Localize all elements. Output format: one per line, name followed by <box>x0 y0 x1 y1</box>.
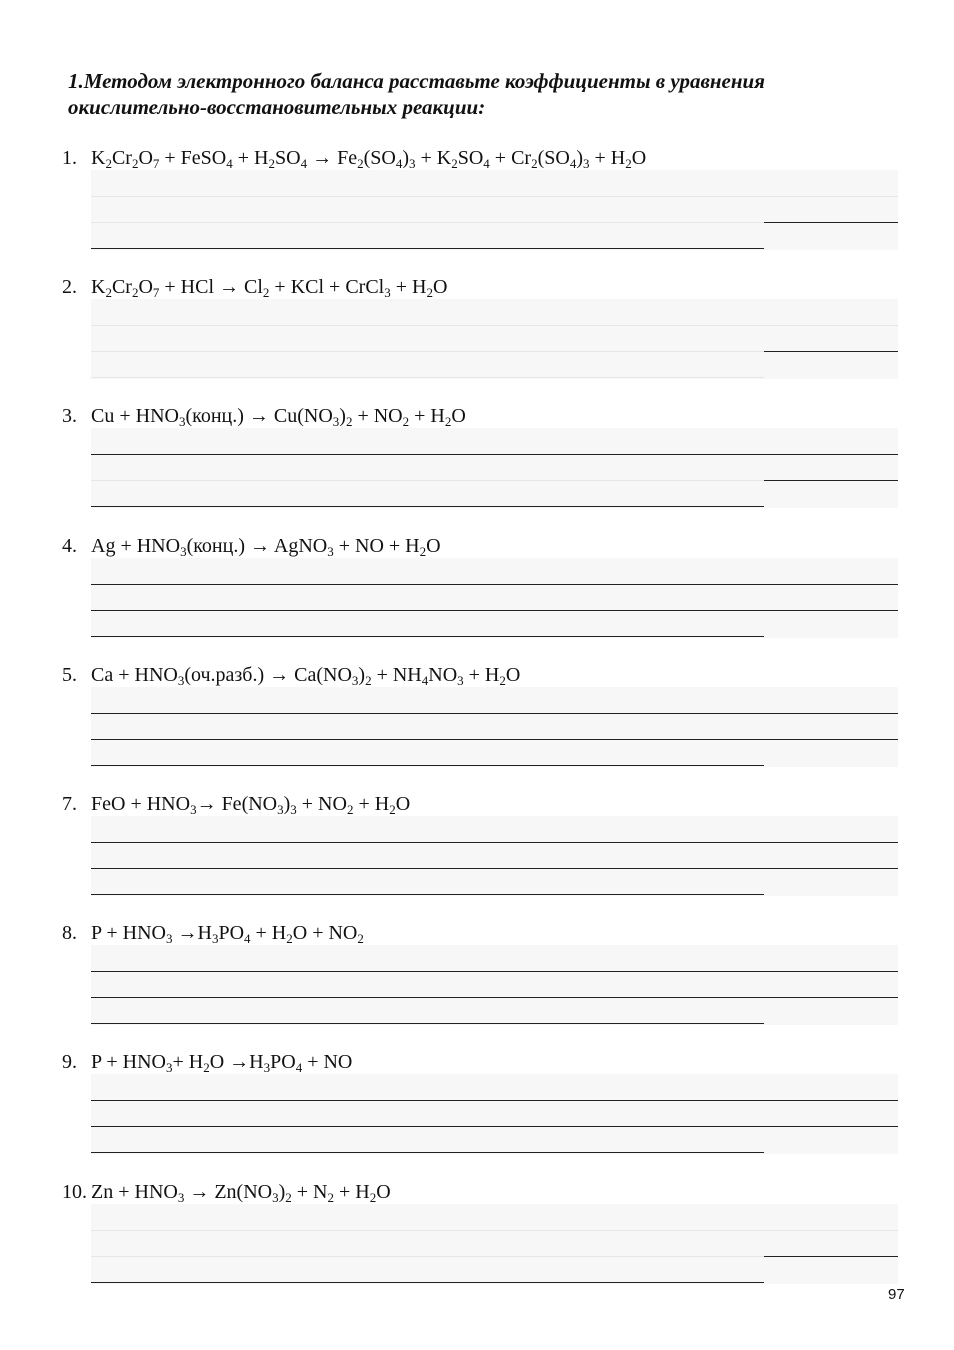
equation-subscript: 4 <box>569 156 577 171</box>
equation-text: ) <box>358 664 366 686</box>
equation-number: 4. <box>62 535 77 557</box>
equation-text: + H <box>353 793 390 815</box>
equation-text: O <box>451 405 466 427</box>
equation-task <box>0 663 954 783</box>
answer-area-shading <box>91 170 898 250</box>
equation-number: 7. <box>62 793 77 815</box>
answer-line[interactable] <box>91 1152 764 1153</box>
equation-text: K <box>91 147 106 169</box>
answer-line[interactable] <box>91 842 898 843</box>
chemical-equation <box>91 1180 391 1206</box>
equation-text: O <box>505 664 521 686</box>
equation-subscript: 3 <box>166 1060 173 1075</box>
equation-text: Zn + HNO <box>91 1181 178 1203</box>
equation-subscript: 2 <box>327 1190 334 1205</box>
equation-number: 9. <box>62 1051 77 1073</box>
equation-subscript: 2 <box>345 414 353 429</box>
equation-number: 2. <box>62 276 77 298</box>
equation-text: + NO <box>302 1051 353 1073</box>
answer-area-shading <box>91 816 898 896</box>
chemical-equation <box>91 146 646 172</box>
equation-text: (SO <box>363 147 396 169</box>
equation-subscript: 2 <box>286 931 293 946</box>
answer-area-shading <box>91 558 898 638</box>
instruction-line-1: 1.Методом электронного баланса расставьте коэффициенты в уравнения <box>68 69 765 93</box>
equation-text: + Cr <box>489 147 532 169</box>
answer-line-tail <box>764 222 898 223</box>
answer-area-shading <box>91 687 898 767</box>
equation-text: PO <box>270 1051 296 1073</box>
equation-task <box>0 1050 954 1170</box>
equation-subscript: 2 <box>105 156 112 171</box>
instruction-line-2: окислительно-восстановительных реакции: <box>68 95 486 119</box>
equation-subscript: 2 <box>105 285 112 300</box>
equation-text: Cu + HNO <box>91 405 179 427</box>
answer-line[interactable] <box>91 894 764 895</box>
equation-subscript: 7 <box>152 285 160 300</box>
answer-line[interactable] <box>91 610 898 611</box>
equation-subscript: 7 <box>152 156 160 171</box>
equation-subscript: 3 <box>177 1190 185 1205</box>
equation-subscript: 2 <box>203 1060 210 1075</box>
equation-text: O <box>138 147 153 169</box>
equation-text: P + HNO <box>91 1051 166 1073</box>
equation-text: O <box>426 535 441 557</box>
answer-line[interactable] <box>91 377 764 378</box>
equation-subscript: 2 <box>346 802 354 817</box>
answer-line[interactable] <box>91 196 898 197</box>
equation-text: + H <box>172 1051 204 1073</box>
equation-subscript: 4 <box>226 156 233 171</box>
equation-subscript: 2 <box>499 673 506 688</box>
equation-subscript: 2 <box>451 156 458 171</box>
equation-text: + H <box>232 147 269 169</box>
equation-subscript: 3 <box>290 802 297 817</box>
equation-text: + NO <box>352 405 403 427</box>
equation-subscript: 2 <box>365 673 372 688</box>
equation-text: + N <box>291 1181 328 1203</box>
equation-subscript: 3 <box>408 156 416 171</box>
equation-subscript: 3 <box>327 544 334 559</box>
equation-subscript: 4 <box>483 156 490 171</box>
equation-number: 5. <box>62 664 77 686</box>
equation-subscript: 3 <box>272 1190 279 1205</box>
answer-line[interactable] <box>91 1126 898 1127</box>
answer-line[interactable] <box>91 868 898 869</box>
equation-text: (оч.разб.) → Ca(NO <box>184 664 352 686</box>
equation-text: NO <box>428 664 458 686</box>
equation-subscript: 4 <box>244 931 251 946</box>
answer-line[interactable] <box>91 971 898 972</box>
equation-text: O <box>138 276 153 298</box>
equation-task <box>0 404 954 524</box>
equation-text: + H <box>463 664 500 686</box>
equation-text: O <box>376 1181 391 1203</box>
answer-line-tail <box>764 480 898 481</box>
equation-text: + K <box>415 147 452 169</box>
equation-text: ) <box>339 405 346 427</box>
equation-subscript: 3 <box>277 802 284 817</box>
equation-subscript: 2 <box>426 285 433 300</box>
equation-text: → Fe(NO <box>196 793 278 815</box>
equation-number: 8. <box>62 922 77 944</box>
equation-text: PO <box>218 922 245 944</box>
equation-subscript: 3 <box>211 931 219 946</box>
equation-subscript: 4 <box>300 156 308 171</box>
answer-line[interactable] <box>91 739 898 740</box>
equation-text: Cr <box>111 147 132 169</box>
equation-subscript: 3 <box>166 931 173 946</box>
equation-text: ) <box>278 1181 286 1203</box>
equation-text: (конц.) → AgNO <box>186 535 328 557</box>
answer-line[interactable] <box>91 713 898 714</box>
answer-line[interactable] <box>91 1230 898 1231</box>
equation-text: Cr <box>111 276 132 298</box>
answer-area-shading <box>91 1074 898 1154</box>
equation-subscript: 3 <box>332 414 340 429</box>
equation-number: 10. <box>62 1181 87 1203</box>
equation-task <box>0 792 954 912</box>
equation-text: →H <box>172 922 212 944</box>
chemical-equation <box>91 275 447 301</box>
answer-line[interactable] <box>91 1023 764 1024</box>
equation-subscript: 2 <box>419 544 427 559</box>
answer-area-shading <box>91 299 898 379</box>
answer-line-tail <box>764 1256 898 1257</box>
answer-line[interactable] <box>91 454 898 455</box>
answer-area-shading <box>91 945 898 1025</box>
equation-number: 3. <box>62 405 77 427</box>
equation-subscript: 2 <box>268 156 275 171</box>
equation-text: + FeSO <box>159 147 227 169</box>
equation-number: 1. <box>62 147 77 169</box>
equation-text: ) <box>576 147 583 169</box>
equation-subscript: 2 <box>625 156 632 171</box>
equation-text: P + HNO <box>91 922 166 944</box>
answer-line[interactable] <box>91 1282 764 1283</box>
equation-subscript: 3 <box>178 414 186 429</box>
equation-text: + NH <box>371 664 422 686</box>
equation-text: O <box>432 276 448 298</box>
chemical-equation <box>91 792 410 818</box>
equation-text: (SO <box>537 147 570 169</box>
equation-task <box>0 146 954 266</box>
chemical-equation <box>91 663 520 689</box>
chemical-equation <box>91 534 441 560</box>
equation-text: + NO + H <box>333 535 420 557</box>
answer-line[interactable] <box>91 1100 898 1101</box>
equation-subscript: 2 <box>357 931 364 946</box>
task-instruction <box>68 68 888 120</box>
equation-text: FeO + HNO <box>91 793 191 815</box>
equation-task <box>0 921 954 1041</box>
equation-task <box>0 534 954 654</box>
equation-subscript: 2 <box>389 802 396 817</box>
chemical-equation <box>91 921 364 947</box>
equation-subscript: 4 <box>295 1060 303 1075</box>
equation-text: O + NO <box>292 922 358 944</box>
equation-subscript: 2 <box>402 414 410 429</box>
equation-subscript: 2 <box>369 1190 377 1205</box>
chemical-equation <box>91 404 466 430</box>
equation-text: → Zn(NO <box>184 1181 273 1203</box>
equation-subscript: 3 <box>190 802 197 817</box>
chemical-equation <box>91 1050 352 1076</box>
answer-line[interactable] <box>91 506 764 507</box>
answer-line[interactable] <box>91 997 898 998</box>
equation-text: Ag + HNO <box>91 535 181 557</box>
equation-text: + H <box>250 922 287 944</box>
answer-line[interactable] <box>91 584 898 585</box>
answer-line[interactable] <box>91 636 764 637</box>
equation-text: SO <box>457 147 484 169</box>
equation-text: → Fe <box>307 147 358 169</box>
equation-text: Ca + HNO <box>91 664 178 686</box>
equation-subscript: 2 <box>444 414 452 429</box>
equation-text: + NO <box>296 793 347 815</box>
equation-task <box>0 275 954 395</box>
equation-subscript: 2 <box>285 1190 292 1205</box>
equation-text: + H <box>390 276 427 298</box>
equation-subscript: 3 <box>457 673 464 688</box>
equation-text: O →H <box>209 1051 264 1073</box>
equation-subscript: 2 <box>131 156 139 171</box>
answer-area-shading <box>91 1204 898 1284</box>
equation-subscript: 2 <box>262 285 270 300</box>
equation-text: (конц.) → Cu(NO <box>185 405 333 427</box>
equation-task <box>0 1180 954 1300</box>
equation-subscript: 4 <box>421 673 429 688</box>
equation-text: + KCl + CrCl <box>269 276 385 298</box>
equation-subscript: 4 <box>395 156 403 171</box>
equation-subscript: 2 <box>357 156 364 171</box>
equation-text: O <box>631 147 647 169</box>
answer-line[interactable] <box>91 325 898 326</box>
equation-subscript: 2 <box>531 156 538 171</box>
page-number: 97 <box>888 1286 905 1303</box>
equation-text: ) <box>402 147 409 169</box>
answer-line[interactable] <box>91 765 764 766</box>
equation-text: + H <box>409 405 445 427</box>
answer-line-tail <box>764 351 898 352</box>
equation-subscript: 2 <box>131 285 139 300</box>
equation-subscript: 3 <box>351 673 359 688</box>
equation-subscript: 3 <box>263 1060 271 1075</box>
equation-text: O <box>395 793 411 815</box>
equation-text: SO <box>275 147 301 169</box>
equation-text: + H <box>334 1181 370 1203</box>
equation-subscript: 3 <box>582 156 590 171</box>
answer-area-shading <box>91 428 898 508</box>
equation-subscript: 3 <box>384 285 391 300</box>
answer-line[interactable] <box>91 248 764 249</box>
equation-subscript: 3 <box>180 544 187 559</box>
equation-text: + HCl → Cl <box>159 276 263 298</box>
equation-text: ) <box>283 793 291 815</box>
equation-subscript: 3 <box>177 673 185 688</box>
equation-text: + H <box>589 147 626 169</box>
equation-text: K <box>91 276 106 298</box>
